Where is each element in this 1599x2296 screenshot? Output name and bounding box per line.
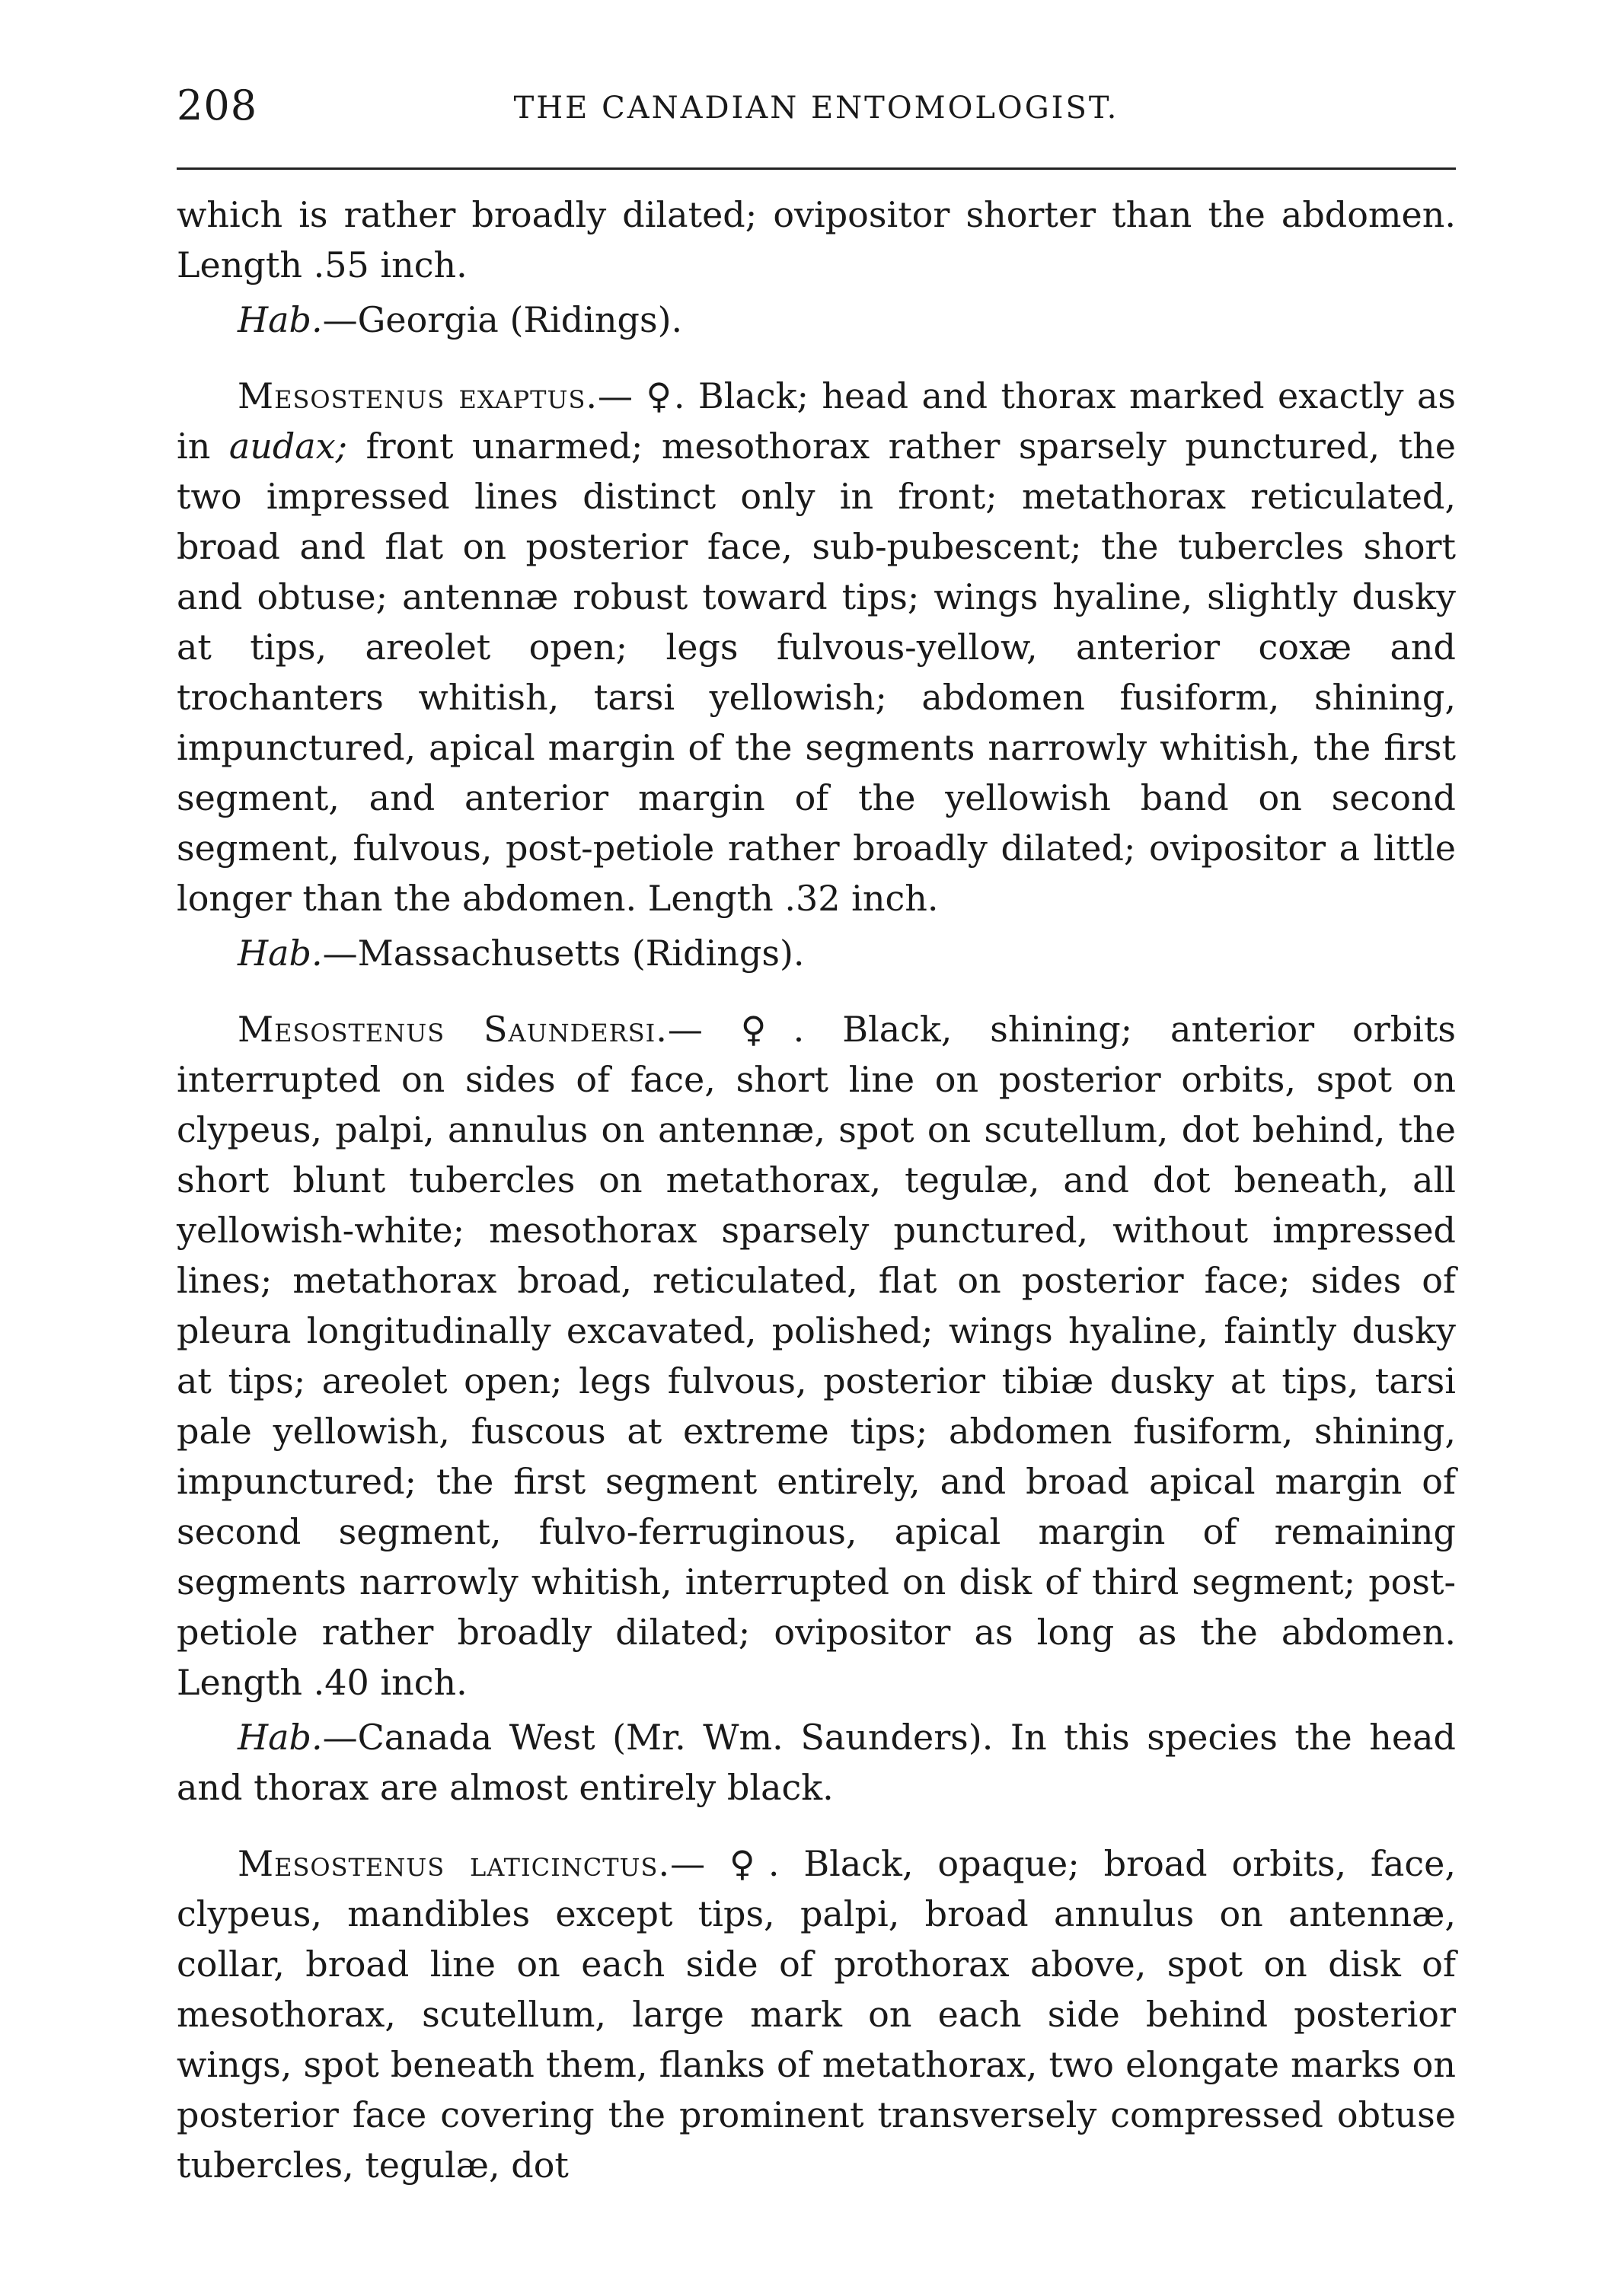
habitat-line [177, 1712, 1456, 1813]
habitat-text: —Georgia (Ridings). [322, 299, 683, 340]
description-text: — ♀. Black; head and thorax marked exactly as in [177, 375, 1456, 467]
running-header [177, 81, 1456, 146]
paragraph-continuation [177, 190, 1456, 290]
page-number: 208 [177, 81, 258, 129]
paragraph-text: which is rather broadly dilated; ovipositor shorter than the abdomen. Length .55 inch. [177, 194, 1456, 285]
habitat-text: —Massachusetts (Ridings). [322, 933, 805, 974]
habitat-line [177, 928, 1456, 978]
header-rule [177, 167, 1456, 170]
running-title: THE CANADIAN ENTOMOLOGIST. [513, 91, 1119, 126]
description-text: — ♀. Black, shining; anterior orbits interrupted on sides of face, short line on posterior orbits, spot on clypeus, palpi, annulus on antennæ, spot on scutellum, dot behind, the short blunt tubercles on metathorax, tegulæ, and dot beneath, all yellowish-white; mesothorax sparsely punctured, without impressed lines; metathorax broad, reticulated, flat on posterior face; sides of pleura longitudinally excavated, polished; wings hyaline, faintly dusky at tips; areolet open; legs fulvous, posterior tibiæ dusky at tips, tarsi pale yellowish, fuscous at extreme tips; abdomen fusiform, shining, impunctured; the first segment entirely, and broad apical margin of second segment, fulvo-ferruginous, apical margin of remaining segments narrowly whitish, interrupted on disk of third segment; post-petiole rather broadly dilated; ovipositor as long as the abdomen. Length .40 inch. [177, 1009, 1456, 1703]
species-description-laticinctus [177, 1838, 1456, 2190]
page [177, 81, 1456, 2190]
species-name: Mesostenus Saundersi. [238, 1009, 668, 1050]
hab-label: Hab. [238, 933, 323, 974]
species-description-exaptus [177, 371, 1456, 923]
description-text: front unarmed; mesothorax rather sparsely punctured, the two impressed lines distinct only in front; metathorax reticulated, broad and flat on posterior face, sub-pubescent; the tubercles short and obtuse; antennæ robust toward tips; wings hyaline, slightly dusky at tips, areolet open; legs fulvous-yellow, anterior coxæ and trochanters whitish, tarsi yellowish; abdomen fusiform, shining, impunctured, apical margin of the segments narrowly whitish, the first segment, and anterior margin of the yellowish band on second segment, fulvous, post-petiole rather broadly dilated; ovipositor a little longer than the abdomen. Length .32 inch. [177, 426, 1456, 919]
habitat-text: —Canada West (Mr. Wm. Saunders). In this species the head and thorax are almost entirely black. [177, 1717, 1456, 1808]
species-name: Mesostenus laticinctus. [238, 1843, 671, 1884]
hab-label: Hab. [238, 299, 323, 340]
hab-label: Hab. [238, 1717, 323, 1758]
habitat-line [177, 295, 1456, 345]
species-reference: audax; [228, 426, 348, 467]
description-text: — ♀. Black, opaque; broad orbits, face, clypeus, mandibles except tips, palpi, broad annulus on antennæ, collar, broad line on each side of prothorax above, spot on disk of mesothorax, scutellum, large mark on each side behind posterior wings, spot beneath them, flanks of metathorax, two elongate marks on posterior face covering the prominent transversely compressed obtuse tubercles, tegulæ, dot [177, 1843, 1456, 2186]
species-name: Mesostenus exaptus. [238, 375, 598, 416]
species-description-saundersi [177, 1004, 1456, 1708]
